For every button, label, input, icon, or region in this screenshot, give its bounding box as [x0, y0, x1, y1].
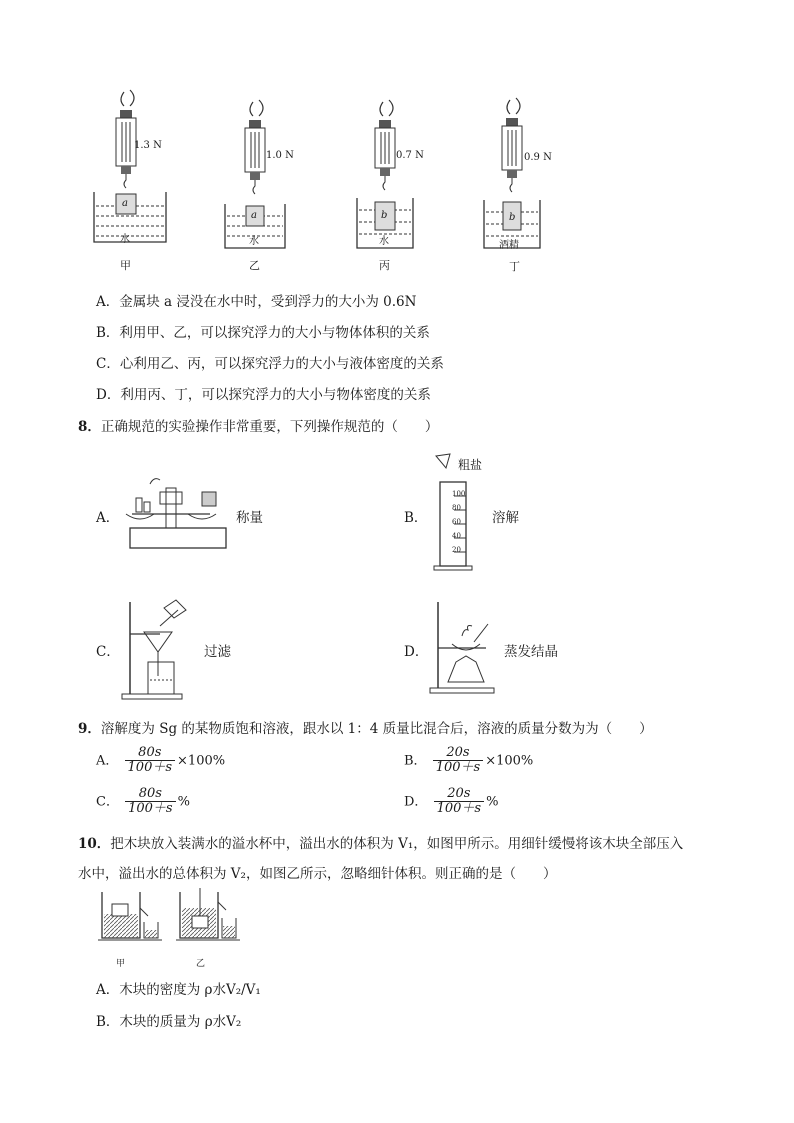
panel-bing-reading: 0.7 N	[396, 150, 424, 161]
q10-stem-line1	[78, 832, 683, 852]
q10-stem-text-1: 把木块放入装满水的溢水杯中，溢出水的体积为 V₁，如图甲所示。用细针缓慢将该木块全部压入	[110, 836, 684, 852]
q9-option-d-letter: D．	[404, 794, 428, 810]
cylinder-tick-20: 20	[452, 546, 461, 554]
panel-yi-block: a	[251, 210, 257, 221]
q9-option-a-letter: A．	[96, 753, 119, 769]
q9-option-b-den: 100＋s	[433, 760, 484, 775]
panel-jia-liquid: 水	[120, 234, 130, 245]
q10-caption-jia: 甲	[116, 959, 126, 969]
panel-yi-liquid: 水	[249, 236, 259, 247]
panel-ding-block: b	[509, 212, 516, 223]
q9-option-a-num: 80s	[138, 745, 162, 760]
q8-number: 8．	[78, 419, 101, 435]
q9-option-a[interactable]	[96, 746, 225, 776]
q8-option-c-letter[interactable]: C．	[96, 644, 120, 660]
q9-option-d-num: 20s	[447, 786, 471, 801]
q8-option-a-label: 称量	[236, 510, 263, 526]
cylinder-tick-60: 60	[452, 518, 461, 526]
q9-option-c-suffix: %	[177, 794, 190, 810]
q8-option-c-label: 过滤	[204, 644, 231, 660]
q9-stem-text: 溶解度为 Sg 的某物质饱和溶液，跟水以 1：4 质量比混合后，溶液的质量分数为为（ ）	[100, 721, 653, 737]
q9-stem	[78, 717, 653, 737]
salt-label: 粗盐	[458, 458, 483, 472]
q8-option-d-letter[interactable]: D．	[404, 644, 429, 660]
q9-option-c[interactable]	[96, 787, 190, 817]
q9-option-d-suffix: %	[486, 794, 499, 810]
q7-option-c[interactable]: C．心利用乙、丙，可以探究浮力的大小与液体密度的关系	[96, 356, 444, 372]
q9-option-a-fraction	[125, 746, 176, 776]
panel-jia-reading: 1.3 N	[134, 140, 162, 151]
q9-option-c-den: 100＋s	[125, 801, 176, 816]
panel-ding-caption: 丁	[509, 260, 520, 273]
panel-bing-diagram	[355, 98, 465, 258]
panel-jia-block: a	[122, 198, 128, 209]
panel-ding-liquid: 酒精	[499, 240, 519, 251]
panel-bing-liquid: 水	[379, 236, 389, 247]
q10-option-a[interactable]: A．木块的密度为 ρ水V₂/V₁	[96, 982, 261, 998]
panel-bing-block: b	[381, 210, 388, 221]
q9-option-b-fraction	[433, 746, 484, 776]
panel-yi-diagram	[225, 98, 335, 258]
panel-bing-caption: 丙	[379, 259, 390, 272]
panel-jia-diagram	[90, 88, 200, 258]
q9-option-d[interactable]	[404, 787, 498, 817]
panel-yi-reading: 1.0 N	[266, 150, 294, 161]
q9-option-c-letter: C．	[96, 794, 119, 810]
q7-option-b[interactable]: B．利用甲、乙，可以探究浮力的大小与物体体积的关系	[96, 325, 430, 341]
q9-option-b-num: 20s	[446, 745, 470, 760]
q8-option-b-label: 溶解	[492, 510, 519, 526]
panel-ding-diagram	[482, 96, 592, 256]
q9-number: 9．	[78, 721, 101, 737]
q10-caption-yi: 乙	[196, 959, 206, 969]
cylinder-tick-100: 100	[452, 490, 466, 498]
panel-yi-caption: 乙	[249, 259, 260, 272]
q7-option-d[interactable]: D．利用丙、丁，可以探究浮力的大小与物体密度的关系	[96, 387, 431, 403]
overflow-cup-diagram	[98, 888, 258, 956]
q9-option-c-fraction	[125, 787, 176, 817]
filtration-diagram	[120, 596, 210, 706]
q8-option-d-label: 蒸发结晶	[504, 644, 558, 660]
q9-option-d-den: 100＋s	[434, 801, 485, 816]
q10-stem-line2: 水中，溢出水的总体积为 V₂，如图乙所示，忽略细针体积。则正确的是（ ）	[78, 866, 557, 882]
q8-stem	[78, 415, 438, 435]
q8-stem-text: 正确规范的实验操作非常重要，下列操作规范的（ ）	[100, 419, 439, 435]
panel-ding-reading: 0.9 N	[524, 152, 552, 163]
balance-diagram	[126, 470, 236, 560]
evaporation-diagram	[426, 596, 506, 706]
panel-jia-caption: 甲	[120, 259, 131, 272]
q10-option-b[interactable]: B．木块的质量为 ρ水V₂	[96, 1014, 242, 1030]
q9-option-a-den: 100＋s	[125, 760, 176, 775]
q9-option-b-suffix: ×100%	[485, 753, 534, 769]
q9-option-a-suffix: ×100%	[177, 753, 226, 769]
q8-option-a-letter[interactable]: A．	[96, 510, 120, 526]
q9-option-c-num: 80s	[138, 786, 162, 801]
q10-number: 10．	[78, 836, 111, 852]
q8-option-b-letter[interactable]: B．	[404, 510, 428, 526]
q7-option-a[interactable]: A．金属块 a 浸没在水中时，受到浮力的大小为 0.6N	[96, 294, 417, 310]
q9-option-d-fraction	[434, 787, 485, 817]
q9-option-b[interactable]	[404, 746, 533, 776]
cylinder-tick-80: 80	[452, 504, 461, 512]
q9-option-b-letter: B．	[404, 753, 427, 769]
cylinder-tick-40: 40	[452, 532, 461, 540]
